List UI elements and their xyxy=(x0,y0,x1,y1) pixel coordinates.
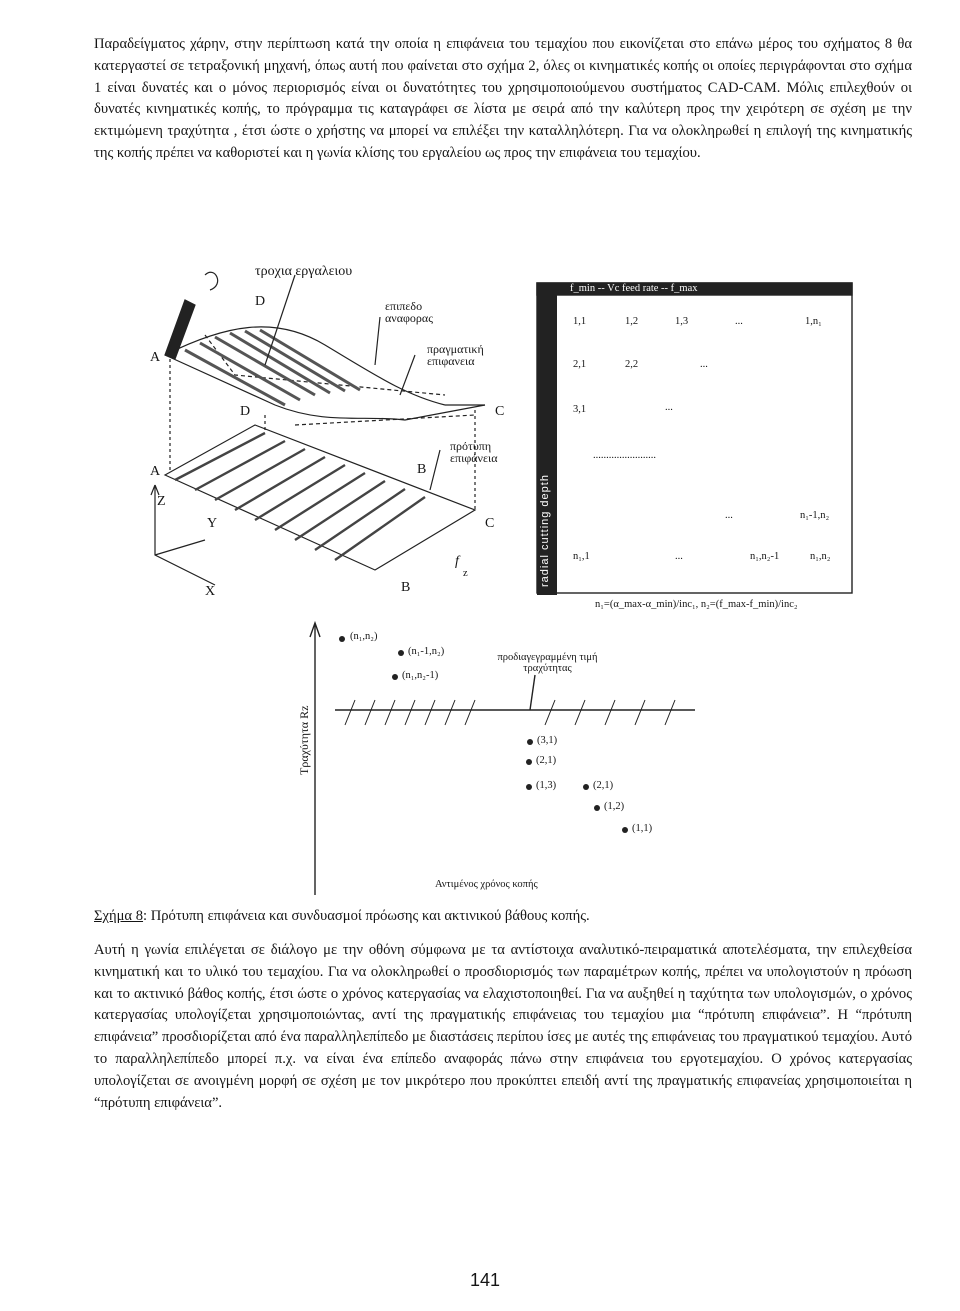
pt-n1m1-n2: (n₁-1,n₂) xyxy=(408,646,445,657)
table-formula: n₁=(α_max-α_min)/inc₁, n₂=(f_max-f_min)/inc₂ xyxy=(595,599,798,610)
parameter-table-frame xyxy=(537,283,852,593)
page-number: 141 xyxy=(470,1270,501,1290)
axis-Z-label: Z xyxy=(157,494,166,509)
cutting-tool xyxy=(165,300,195,359)
caption-label: Σχήμα 8 xyxy=(94,908,144,924)
pt-2-1: (2,1) xyxy=(536,755,557,766)
point-C-top: C xyxy=(495,404,505,419)
pt-1-3: (1,3) xyxy=(536,780,557,791)
cell-2-dots: ... xyxy=(700,359,708,370)
pt-1-1: (1,1) xyxy=(632,823,653,834)
cell-1-2: 1,2 xyxy=(625,316,639,327)
pt-2-1-b: (2,1) xyxy=(593,780,614,791)
feed-symbol: f xyxy=(455,554,459,569)
figure-caption xyxy=(94,908,590,925)
cell-2-1: 2,1 xyxy=(573,359,587,370)
cell-n1-n2: n₁,n₂ xyxy=(810,551,831,562)
table-side-label: radial cutting depth xyxy=(537,295,557,595)
point-C-bottom: C xyxy=(485,516,495,531)
point-A-top: A xyxy=(150,350,161,365)
cell-1-dots: ... xyxy=(735,316,743,327)
threshold-label: προδιαγεγραμμένη τιμή τραχύτητας xyxy=(497,652,598,674)
cell-1-n1: 1,n₁ xyxy=(805,316,822,327)
paragraph-body: Αυτή η γωνία επιλέγεται σε διάλογο με την οθόνη σύμφωνα με τα αντίστοιχα αναλυτικό-πειραματικά αποτελέσματα, την επιλεχθείσα κινηματική και το υλικό του τεμαχίου. Για να ολοκληρωθεί ο προσδιορισμός των παραμέτρων κοπής, πρέπει να υπολογιστούν η πρόωση και το ακτινικό βάθος κοπής, έτσι ώστε ο χρόνος κατεργασίας να ελαχιστοποιηθεί. Για να αυξηθεί η ταχύτητα των υπολογισμών, ο χρόνος κατεργασίας υπολογίζεται χρησιμοποιώντας, αντί της πραγματικής επιφάνειας του τεμαχίου μια “πρότυπη επιφάνεια”. Η “πρότυπη επιφάνεια” προσδιορίζεται από ένα παραλληλεπίπεδο με διαστάσεις περίπου ίσες με αυτές της επιφάνειας του πραγματικού τεμαχίου. Αυτό το παραλληλεπίπεδο μπορεί π.χ. να είναι ένα επίπεδο αναφοράς πάνω στην επιφάνεια του εργοτεμαχίου. Ο χρόνος κατεργασίας υπολογίζεται σε ανοιγμένη μορφή σε σχέση με τον μικρότερο που προκύπτει επειδή αντί της πραγματικής επιφανείας χρησιμοποιείται η “πρότυπη επιφάνεια”. xyxy=(94,942,912,1111)
cell-n1m1-n2: n₁-1,n₂ xyxy=(800,510,830,521)
point-A-bottom: A xyxy=(150,464,161,479)
table-header: f_min -- Vc feed rate -- f_max xyxy=(570,283,698,294)
point-D-bottom: D xyxy=(240,404,251,419)
paragraph-intro: Παραδείγματος χάρην, στην περίπτωση κατά την οποία η επιφάνεια του τεμαχίου που εικονίζεται στο επάνω μέρος του σχήματος 8 θα κατεργαστεί σε τετραξονική μηχανή, όπως αυτή που φαίνεται στο σχήμα 2, όλες οι κινηματικές κοπής οι οποίες περιγράφονται στο σχήμα 1 είναι δυνατές και ο μόνος περιορισμός είναι οι δυνατότητες του χρησιμοποιούμενου συστήματος CAD-CAM. Μόλις επιλεχθούν οι δυνατές κινηματικές κοπής, το πρόγραμμα τις καταγράφει σε λίστα με σειρά από την καλύτερη προς την χειρότερη σε σχέση με την εκτιμώμενη τραχύτητα , έτσι ώστε ο χρήστης να μπορεί να επιλέξει την καταλληλότερη. Για να ολοκληρωθεί η επιλογή της κινηματικής της κοπής πρέπει να καθοριστεί και η γωνία κλίσης του εργαλείου ως προς την επιφάνεια του τεμαχίου. xyxy=(94,36,912,161)
plot-x-label: Αντιμένος χρόνος κοπής xyxy=(435,879,538,890)
cell-n1-1: n₁,1 xyxy=(573,551,590,562)
cell-2-2: 2,2 xyxy=(625,359,639,370)
tool-path-label: τροχια εργαλειου xyxy=(255,264,353,279)
prototype-plane xyxy=(165,425,475,570)
cell-1-3: 1,3 xyxy=(675,316,689,327)
cell-n1-dots: ... xyxy=(675,551,683,562)
axis-Y-label: Y xyxy=(207,516,218,531)
real-surface-label: πραγματική επιφανεια xyxy=(427,342,484,368)
cell-3-dots: ... xyxy=(665,402,673,413)
pt-1-2: (1,2) xyxy=(604,801,625,812)
table-dotted-row: ........................ xyxy=(593,450,656,461)
point-B-bottom: B xyxy=(401,580,411,595)
plot-y-label: Τραχύτητα Rz xyxy=(297,705,311,775)
point-D-top: D xyxy=(255,294,266,309)
cell-5-dots: ... xyxy=(725,510,733,521)
prototype-surface-label: πρότυπη επιφάνεια xyxy=(450,439,498,465)
cell-1-1: 1,1 xyxy=(573,316,587,327)
pt-n1-n2: (n₁,n₂) xyxy=(350,631,378,642)
pt-n1-n2m1: (n₁,n₂-1) xyxy=(402,670,439,681)
pt-3-1: (3,1) xyxy=(537,735,558,746)
point-B-mid: B xyxy=(417,462,427,477)
figure-drawing xyxy=(145,255,865,895)
axis-X-label: X xyxy=(205,584,216,599)
caption-text: : Πρότυπη επιφάνεια και συνδυασμοί πρόωσης και ακτινικού βάθους κοπής. xyxy=(143,908,590,924)
feed-subscript: z xyxy=(463,568,468,579)
figure-8 xyxy=(145,255,865,895)
reference-plane-label: επιπεδο αναφορας xyxy=(385,299,433,325)
cell-3-1: 3,1 xyxy=(573,404,587,415)
cell-n1-n2m1: n₁,n₂-1 xyxy=(750,551,780,562)
